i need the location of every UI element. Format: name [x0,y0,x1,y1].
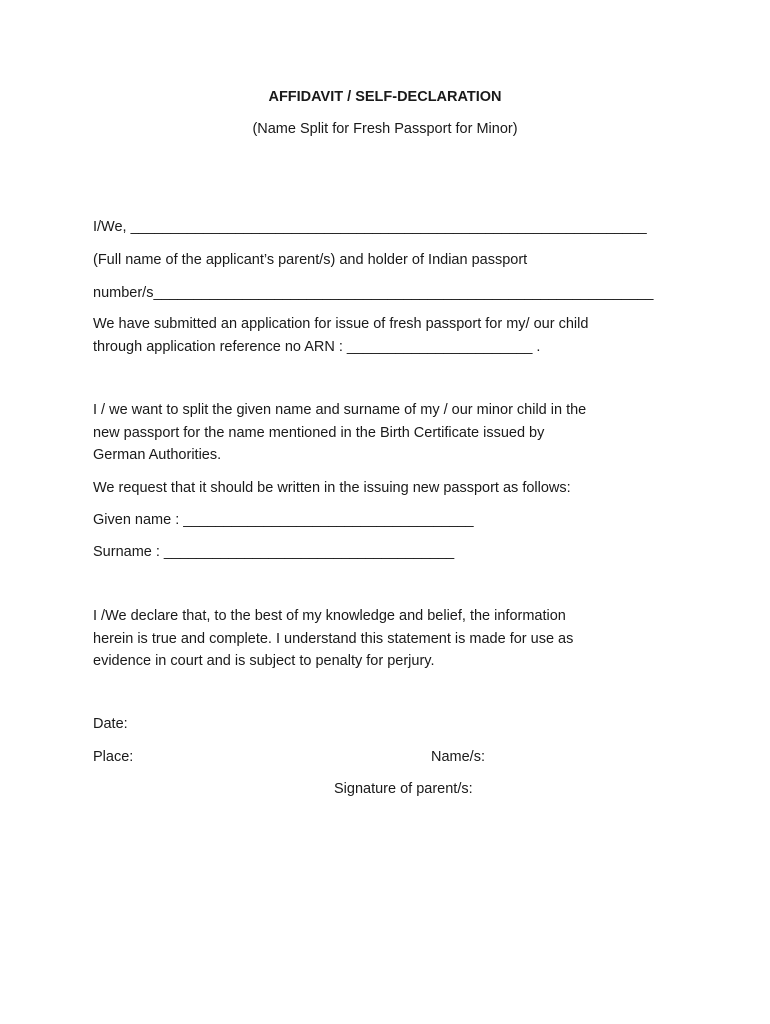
iwe-line: I/We, ________________________________________________________________ [93,219,647,235]
signature-label: Signature of parent/s: [334,781,473,797]
document-subtitle: (Name Split for Fresh Passport for Minor) [252,121,518,137]
date-label: Date: [93,716,128,732]
names-label: Name/s: [431,749,485,765]
document-title: AFFIDAVIT / SELF-DECLARATION [268,89,502,105]
place-label: Place: [93,749,134,765]
request-line: We request that it should be written in the issuing new passport as follows: [93,480,571,496]
passport-number-line: number/s______________________________________________________________ [93,285,654,301]
surname-line: Surname : ____________________________________ [93,544,455,560]
fullname-line: (Full name of the applicant’s parent/s) and holder of Indian passport [93,252,528,268]
given-name-line: Given name : ____________________________________ [93,512,474,528]
declaration-paragraph: I /We declare that, to the best of my knowledge and belief, the information herein is true and complete. I understand this statement is made for use as evidence in court and is subject to penalty for perjury. [93,608,574,669]
name-split-paragraph: I / we want to split the given name and surname of my / our minor child in the new passport for the name mentioned in the Birth Certificate issued by German Authorities. [93,402,587,463]
application-paragraph: We have submitted an application for issue of fresh passport for my/ our child through application reference no ARN : _______________________ . [93,316,589,355]
